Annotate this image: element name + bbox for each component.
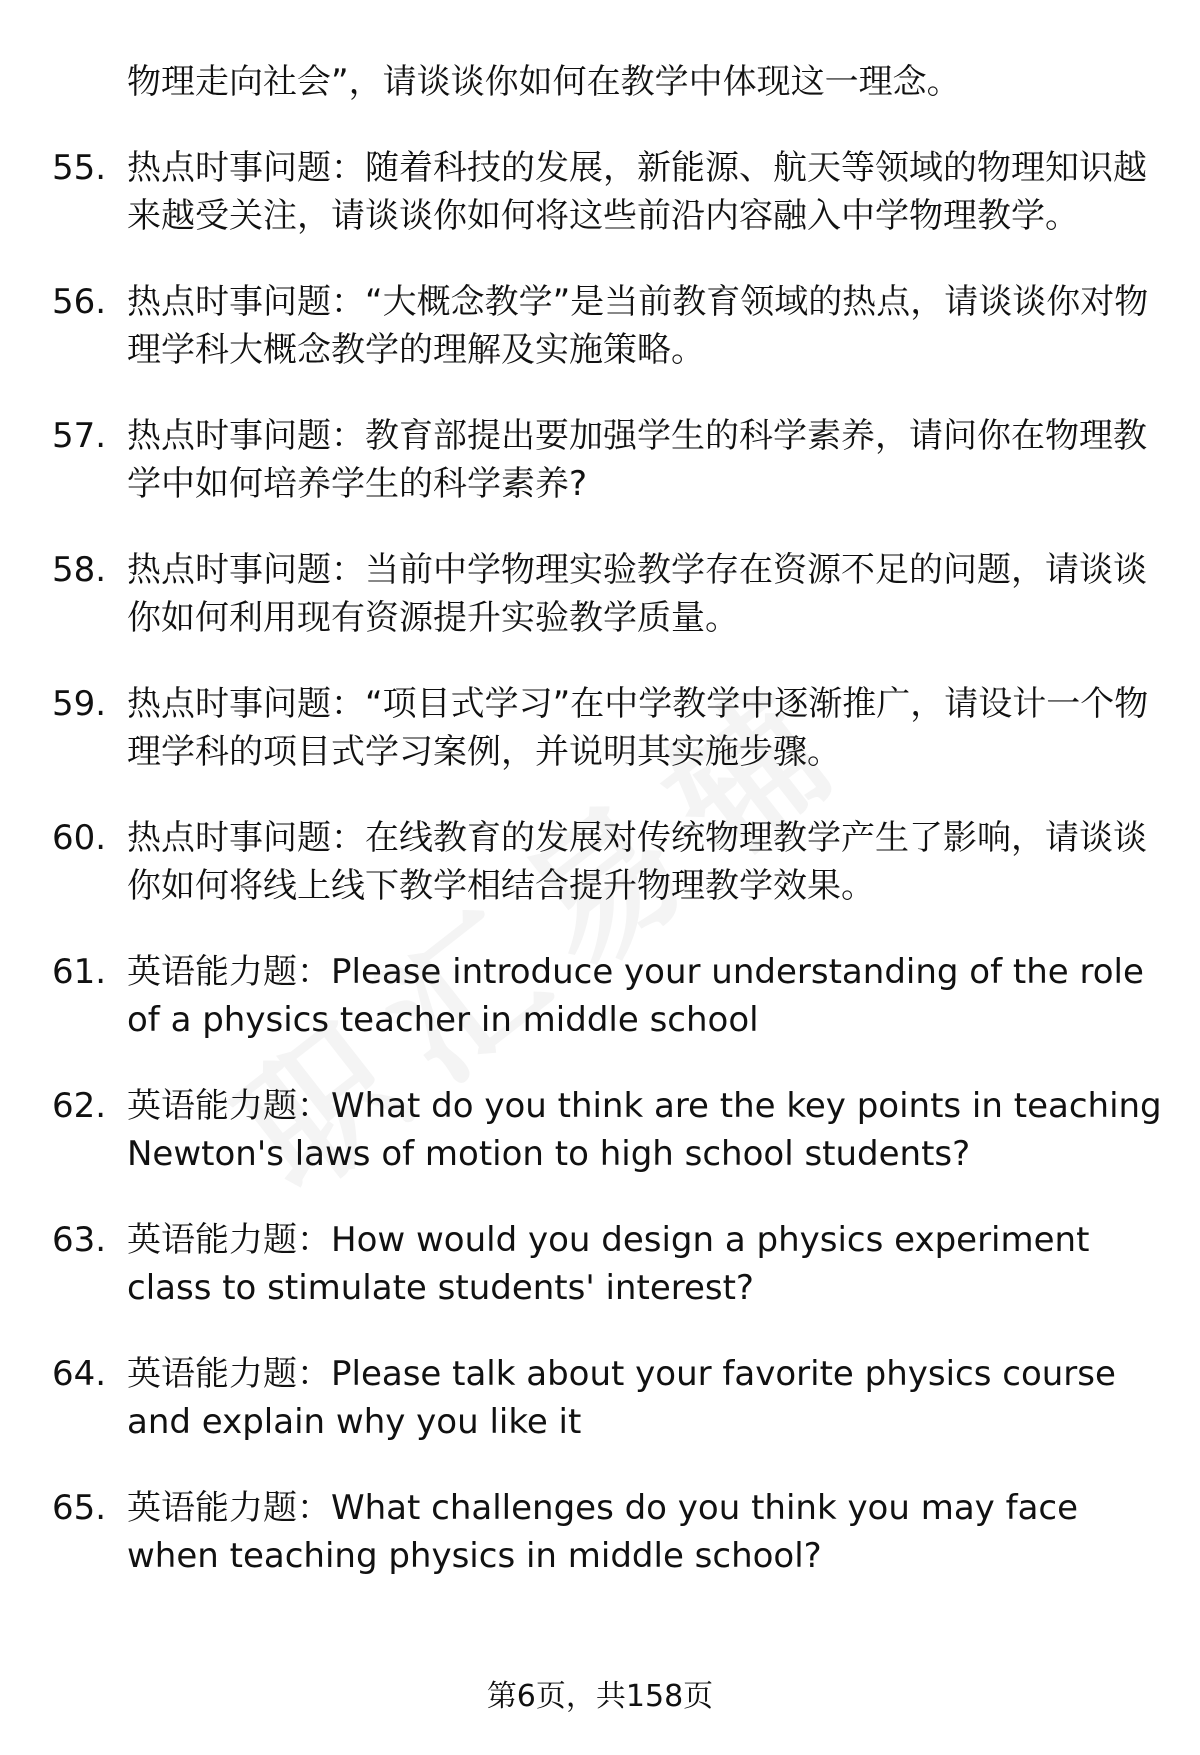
- list-item: [52, 948, 1162, 1044]
- item-text: 热点时事问题：教育部提出要加强学生的科学素养，请问你在物理教学中如何培养学生的科学素养?: [127, 416, 1147, 504]
- item-number: 55.: [52, 148, 107, 188]
- page-number-footer: 第6页，共158页: [486, 1679, 714, 1714]
- item-number: 58.: [52, 550, 107, 590]
- item-number: 62.: [52, 1086, 107, 1126]
- question-list: [52, 58, 1162, 1618]
- item-number: 60.: [52, 818, 107, 858]
- item-number: 61.: [52, 952, 107, 992]
- item-number: 65.: [52, 1488, 107, 1528]
- item-number: 64.: [52, 1354, 107, 1394]
- list-item: [52, 680, 1162, 776]
- item-number: 56.: [52, 282, 107, 322]
- list-item: [52, 412, 1162, 508]
- list-item: [52, 814, 1162, 910]
- item-text: 英语能力题：Please talk about your favorite physics course and explain why you like it: [127, 1354, 1116, 1442]
- item-text: 英语能力题：Please introduce your understanding of the role of a physics teacher in middle school: [127, 952, 1144, 1040]
- item-text: 英语能力题：How would you design a physics experiment class to stimulate students' interest?: [127, 1220, 1090, 1308]
- list-item: [52, 1216, 1162, 1312]
- list-item: [52, 1350, 1162, 1446]
- item-text: 热点时事问题：随着科技的发展，新能源、航天等领域的物理知识越来越受关注，请谈谈你如何将这些前沿内容融入中学物理教学。: [127, 148, 1147, 236]
- list-item: [52, 1484, 1162, 1580]
- list-item: [52, 1082, 1162, 1178]
- item-text: 热点时事问题：当前中学物理实验教学存在资源不足的问题，请谈谈你如何利用现有资源提升实验教学质量。: [127, 550, 1147, 638]
- item-number: 59.: [52, 684, 107, 724]
- item-text: 热点时事问题：“项目式学习”在中学教学中逐渐推广，请设计一个物理学科的项目式学习案例，并说明其实施步骤。: [127, 684, 1149, 772]
- item-text: 英语能力题：What do you think are the key points in teaching Newton's laws of motion to high school students?: [127, 1086, 1162, 1174]
- item-number: 63.: [52, 1220, 107, 1260]
- continuation-text: 物理走向社会”，请谈谈你如何在教学中体现这一理念。: [127, 62, 961, 102]
- list-item: [52, 546, 1162, 642]
- item-text: 热点时事问题：在线教育的发展对传统物理教学产生了影响，请谈谈你如何将线上线下教学相结合提升物理教学效果。: [127, 818, 1147, 906]
- item-text: 热点时事问题：“大概念教学”是当前教育领域的热点，请谈谈你对物理学科大概念教学的理解及实施策略。: [127, 282, 1149, 370]
- list-item: [52, 278, 1162, 374]
- list-item: [52, 144, 1162, 240]
- item-text: 英语能力题：What challenges do you think you may face when teaching physics in middle school?: [127, 1488, 1079, 1576]
- item-number: 57.: [52, 416, 107, 456]
